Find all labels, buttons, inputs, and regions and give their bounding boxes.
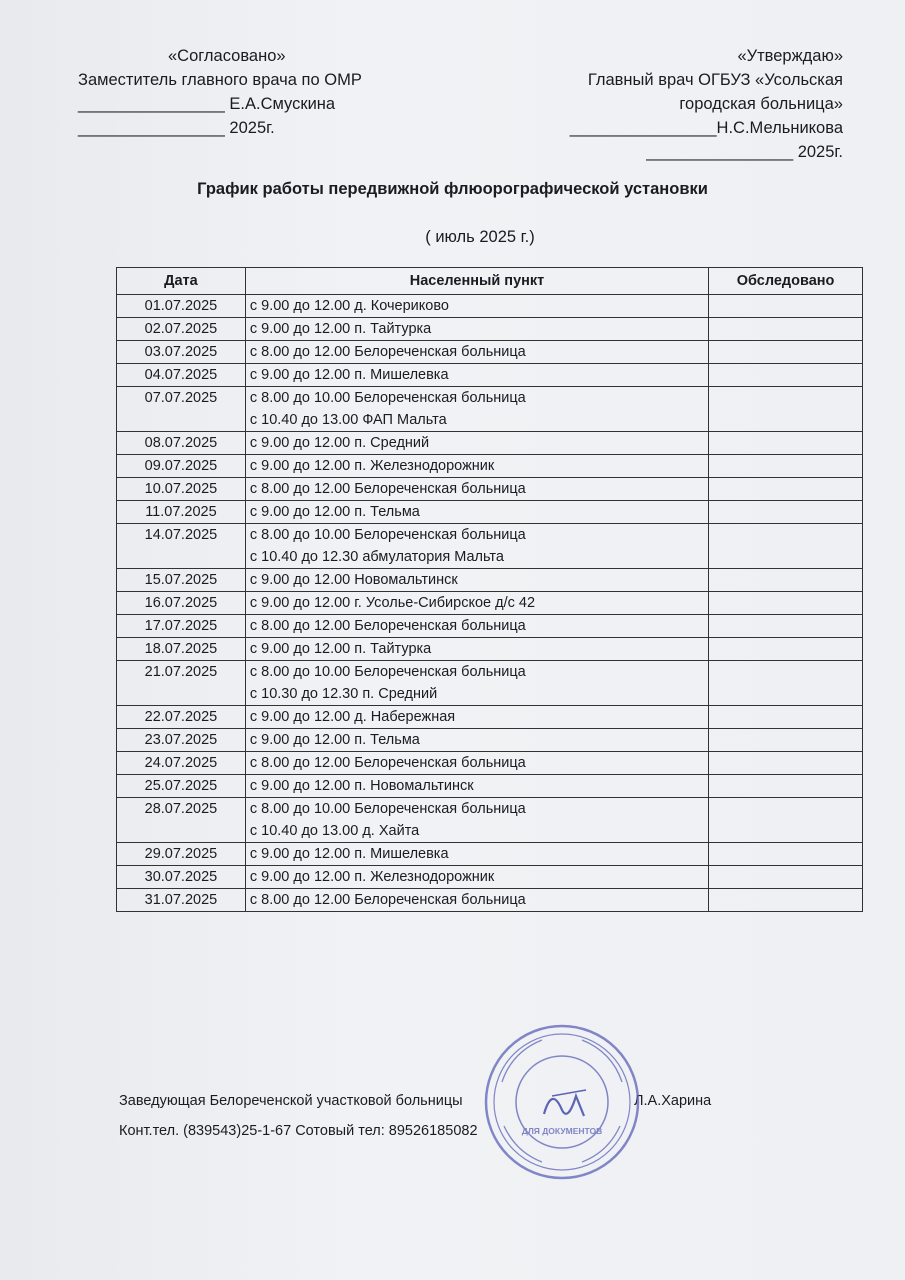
place-line: с 10.30 до 12.30 п. Средний — [249, 686, 438, 702]
place-line: с 10.40 до 13.00 ФАП Мальта — [249, 412, 447, 428]
row-checked — [709, 866, 863, 889]
place-line: с 9.00 до 12.00 п. Тайтурка — [249, 641, 432, 657]
header-place: Населенный пункт — [245, 268, 708, 295]
row-place — [245, 478, 708, 501]
row-date: 30.07.2025 — [117, 866, 246, 889]
row-checked — [709, 752, 863, 775]
row-date: 08.07.2025 — [117, 432, 246, 455]
place-line: с 9.00 до 12.00 д. Набережная — [249, 709, 456, 725]
place-line: с 10.40 до 13.00 д. Хайта — [249, 823, 420, 839]
table-row — [117, 341, 863, 364]
table-row — [117, 478, 863, 501]
table-row — [117, 798, 863, 843]
header-date: Дата — [117, 268, 246, 295]
row-checked — [709, 729, 863, 752]
document-title: График работы передвижной флюорографической установки — [197, 180, 708, 198]
place-line: с 8.00 до 12.00 Белореченская больница — [249, 755, 526, 771]
row-place — [245, 455, 708, 478]
place-line: с 8.00 до 12.00 Белореченская больница — [249, 892, 526, 908]
row-date: 07.07.2025 — [117, 387, 246, 432]
round-stamp-icon — [482, 1022, 642, 1182]
row-date: 09.07.2025 — [117, 455, 246, 478]
row-place — [245, 706, 708, 729]
table-row — [117, 843, 863, 866]
row-place — [245, 798, 708, 843]
approval-left-signature: ________________ Е.А.Смускина — [78, 95, 336, 113]
place-line: с 8.00 до 10.00 Белореченская больница — [249, 664, 526, 680]
approval-right-date: ________________ 2025г. — [646, 143, 843, 161]
place-line: с 9.00 до 12.00 п. Тельма — [249, 732, 420, 748]
row-date: 25.07.2025 — [117, 775, 246, 798]
row-date: 28.07.2025 — [117, 798, 246, 843]
place-line: с 8.00 до 12.00 Белореченская больница — [249, 618, 526, 634]
row-date: 17.07.2025 — [117, 615, 246, 638]
schedule-table — [116, 267, 863, 912]
table-row — [117, 364, 863, 387]
row-date: 16.07.2025 — [117, 592, 246, 615]
row-place — [245, 318, 708, 341]
row-place — [245, 889, 708, 912]
row-checked — [709, 706, 863, 729]
approval-right — [570, 44, 843, 164]
row-place — [245, 569, 708, 592]
row-checked — [709, 615, 863, 638]
table-row — [117, 661, 863, 706]
row-checked — [709, 775, 863, 798]
signer-position: Заведующая Белореченской участковой больницы — [119, 1093, 463, 1109]
row-date: 04.07.2025 — [117, 364, 246, 387]
row-place — [245, 752, 708, 775]
place-line: с 8.00 до 12.00 Белореченская больница — [249, 481, 526, 497]
place-line: с 8.00 до 10.00 Белореченская больница — [249, 527, 526, 543]
row-checked — [709, 638, 863, 661]
place-line: с 9.00 до 12.00 п. Железнодорожник — [249, 458, 495, 474]
approval-right-signature: ________________Н.С.Мельникова — [569, 119, 843, 137]
row-place — [245, 501, 708, 524]
row-date: 31.07.2025 — [117, 889, 246, 912]
row-checked — [709, 592, 863, 615]
row-place — [245, 661, 708, 706]
row-date: 29.07.2025 — [117, 843, 246, 866]
row-checked — [709, 295, 863, 318]
place-line: с 8.00 до 10.00 Белореченская больница — [249, 390, 526, 406]
row-place — [245, 775, 708, 798]
place-line: с 9.00 до 12.00 п. Тайтурка — [249, 321, 432, 337]
row-date: 24.07.2025 — [117, 752, 246, 775]
table-row — [117, 752, 863, 775]
row-checked — [709, 364, 863, 387]
place-line: с 9.00 до 12.00 Новомальтинск — [249, 572, 458, 588]
row-date: 22.07.2025 — [117, 706, 246, 729]
table-row — [117, 455, 863, 478]
table-row — [117, 569, 863, 592]
table-row — [117, 889, 863, 912]
table-row — [117, 615, 863, 638]
place-line: с 8.00 до 12.00 Белореченская больница — [249, 344, 526, 360]
place-line: с 9.00 до 12.00 п. Железнодорожник — [249, 869, 495, 885]
place-line: с 9.00 до 12.00 д. Кочериково — [249, 298, 449, 314]
row-checked — [709, 478, 863, 501]
contacts: Конт.тел. (839543)25-1-67 Сотовый тел: 89526185082 — [119, 1123, 478, 1139]
table-row — [117, 295, 863, 318]
row-date: 14.07.2025 — [117, 524, 246, 569]
row-checked — [709, 341, 863, 364]
row-checked — [709, 387, 863, 432]
table-row — [117, 729, 863, 752]
row-place — [245, 295, 708, 318]
table-row — [117, 387, 863, 432]
row-date: 03.07.2025 — [117, 341, 246, 364]
row-checked — [709, 843, 863, 866]
row-place — [245, 843, 708, 866]
approval-left-date: ________________ 2025г. — [78, 119, 275, 137]
row-date: 01.07.2025 — [117, 295, 246, 318]
header-checked: Обследовано — [709, 268, 863, 295]
row-date: 23.07.2025 — [117, 729, 246, 752]
signer-name: Л.А.Харина — [634, 1093, 712, 1109]
table-row — [117, 432, 863, 455]
table-row — [117, 866, 863, 889]
place-line: с 8.00 до 10.00 Белореченская больница — [249, 801, 526, 817]
table-row — [117, 638, 863, 661]
row-place — [245, 524, 708, 569]
row-checked — [709, 524, 863, 569]
row-place — [245, 364, 708, 387]
table-row — [117, 592, 863, 615]
row-date: 18.07.2025 — [117, 638, 246, 661]
row-checked — [709, 455, 863, 478]
row-place — [245, 615, 708, 638]
place-line: с 9.00 до 12.00 п. Тельма — [249, 504, 420, 520]
place-line: с 9.00 до 12.00 п. Мишелевка — [249, 367, 449, 383]
place-line: с 9.00 до 12.00 п. Мишелевка — [249, 846, 449, 862]
table-body — [117, 295, 863, 912]
row-checked — [709, 501, 863, 524]
table-row — [117, 706, 863, 729]
row-place — [245, 592, 708, 615]
row-checked — [709, 889, 863, 912]
row-checked — [709, 318, 863, 341]
table-row — [117, 501, 863, 524]
table-header-row — [117, 268, 863, 295]
table-row — [117, 524, 863, 569]
approval-left-title: «Согласовано» — [168, 47, 286, 65]
approval-left — [78, 44, 362, 140]
row-place — [245, 729, 708, 752]
row-checked — [709, 798, 863, 843]
approval-right-position-1: Главный врач ОГБУЗ «Усольская — [587, 71, 843, 89]
row-place — [245, 432, 708, 455]
document-subtitle: ( июль 2025 г.) — [425, 228, 535, 246]
place-line: с 9.00 до 12.00 п. Новомальтинск — [249, 778, 474, 794]
place-line: с 10.40 до 12.30 абмулатория Мальта — [249, 549, 504, 565]
row-date: 02.07.2025 — [117, 318, 246, 341]
stamp-text: ДЛЯ ДОКУМЕНТОВ — [521, 1126, 603, 1136]
approval-right-position-2: городская больница» — [679, 95, 843, 113]
row-checked — [709, 661, 863, 706]
row-place — [245, 866, 708, 889]
row-checked — [709, 569, 863, 592]
row-date: 21.07.2025 — [117, 661, 246, 706]
table-row — [117, 318, 863, 341]
row-date: 11.07.2025 — [117, 501, 246, 524]
approval-right-title: «Утверждаю» — [737, 47, 843, 65]
place-line: с 9.00 до 12.00 г. Усолье-Сибирское д/с 42 — [249, 595, 536, 611]
row-checked — [709, 432, 863, 455]
table-row — [117, 775, 863, 798]
row-date: 15.07.2025 — [117, 569, 246, 592]
row-place — [245, 638, 708, 661]
place-line: с 9.00 до 12.00 п. Средний — [249, 435, 430, 451]
row-place — [245, 341, 708, 364]
row-place — [245, 387, 708, 432]
row-date: 10.07.2025 — [117, 478, 246, 501]
approval-left-position: Заместитель главного врача по ОМР — [78, 71, 362, 89]
